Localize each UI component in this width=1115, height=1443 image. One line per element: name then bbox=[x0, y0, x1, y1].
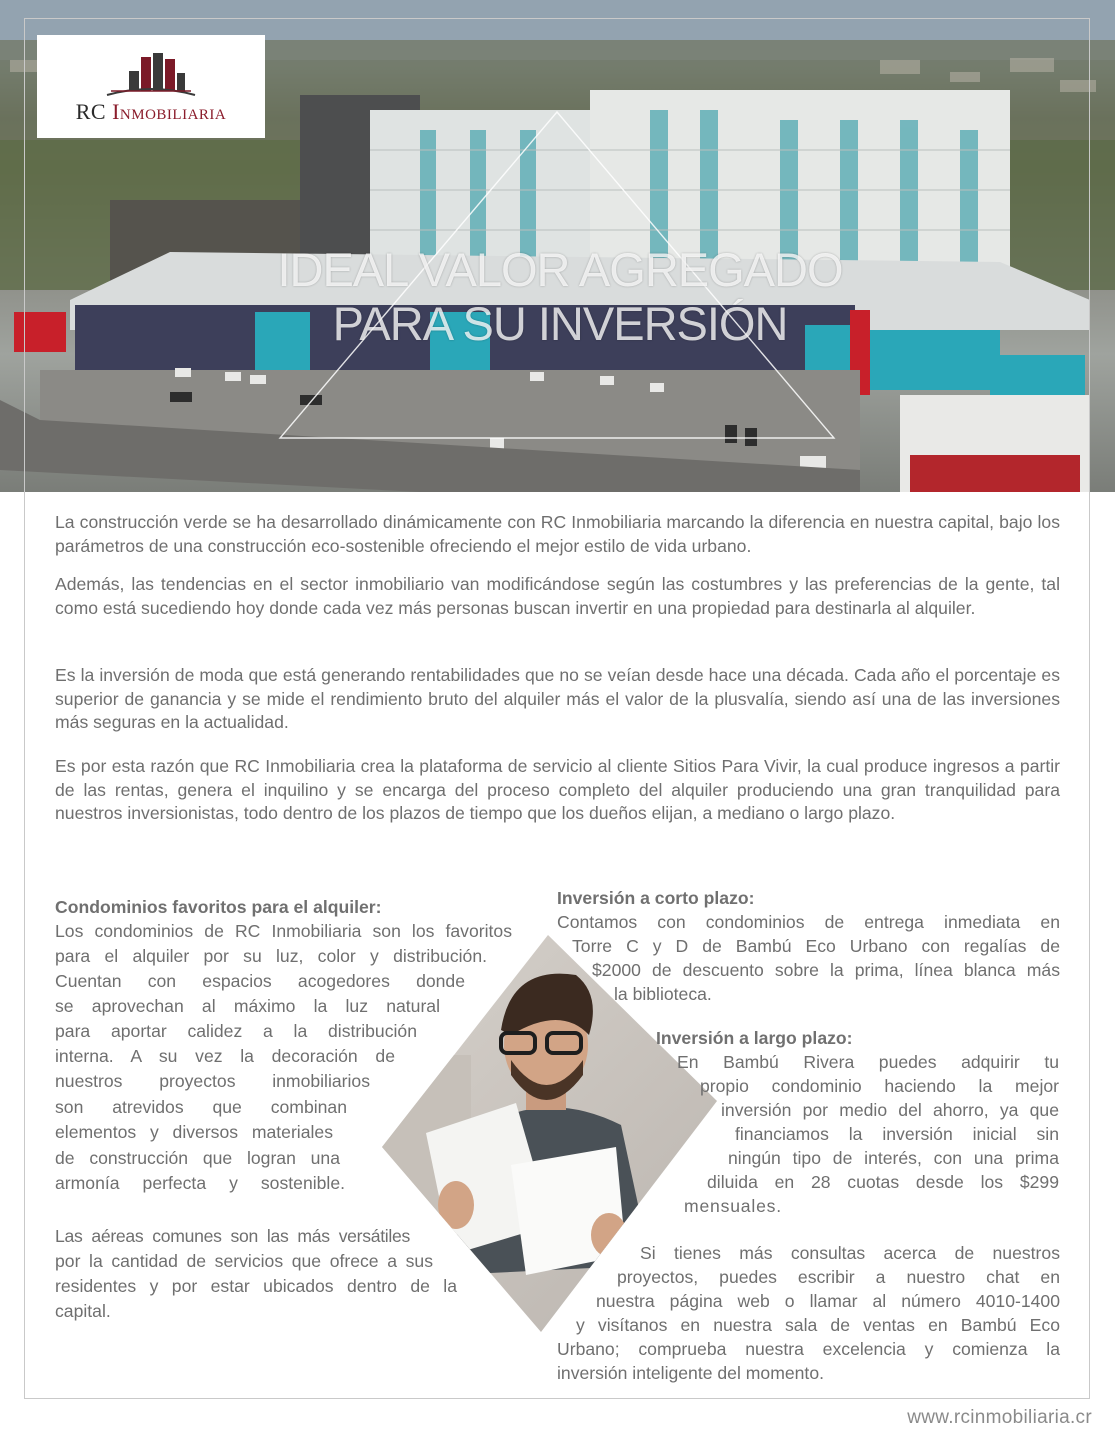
left-line-6: interna. A su vez la decoración de bbox=[55, 1046, 395, 1066]
short-line-4: la biblioteca. bbox=[614, 984, 712, 1004]
website-link[interactable]: www.rcinmobiliaria.cr bbox=[907, 1407, 1092, 1428]
favorites-heading: Condominios favoritos para el alquiler: bbox=[55, 897, 382, 917]
hero-title-line-1: IDEAL VALOR AGREGADO bbox=[277, 243, 843, 296]
short-term-heading: Inversión a corto plazo: bbox=[557, 888, 755, 908]
common-areas-line-4: capital. bbox=[55, 1301, 111, 1321]
left-line-2: para el alquiler por su luz, color y distribución. bbox=[55, 946, 487, 966]
intro-paragraph-1: La construcción verde se ha desarrollado dinámicamente con RC Inmobiliaria marcando la diferencia en nuestra capital, bajo los parámetros de una construcción eco-sostenible ofreciendo el mejor estilo de vida urbano. bbox=[55, 512, 1060, 556]
long-line-5: ningún tipo de interés, con una prima bbox=[728, 1148, 1059, 1168]
contact-line-1: Si tienes más consultas acerca de nuestros bbox=[640, 1243, 1060, 1263]
contact-line-6: inversión inteligente del momento. bbox=[557, 1363, 824, 1383]
left-line-11: armonía perfecta y sostenible. bbox=[55, 1173, 345, 1193]
long-line-2: propio condominio haciendo la mejor bbox=[700, 1076, 1059, 1096]
intro-paragraph-3: Es la inversión de moda que está generando rentabilidades que no se veían desde hace una década. Cada año el porcentaje es superior de ganancia y se mide el rendimiento bruto del alquiler más el valor de la plusvalía, siendo así una de las inversiones más seguras en la actualidad. bbox=[55, 665, 1060, 732]
intro-paragraph-2: Además, las tendencias en el sector inmobiliario van modificándose según las costumbres y las preferencias de la gente, tal como está sucediendo hoy donde cada vez más personas buscan invertir en una propiedad para destinarla al alquiler. bbox=[55, 574, 1060, 618]
short-line-1: Contamos con condominios de entrega inmediata en bbox=[557, 912, 1060, 932]
logo-rc: RC bbox=[75, 99, 107, 124]
common-areas-line-2: por la cantidad de servicios que ofrece a sus bbox=[55, 1251, 433, 1271]
left-line-7: nuestros proyectos inmobiliarios bbox=[55, 1071, 370, 1091]
long-line-1: En Bambú Rivera puedes adquirir tu bbox=[677, 1052, 1059, 1072]
long-line-3: inversión por medio del ahorro, ya que bbox=[721, 1100, 1059, 1120]
short-line-3: $2000 de descuento sobre la prima, línea blanca más bbox=[592, 960, 1060, 980]
left-line-5: para aportar calidez a la distribución bbox=[55, 1021, 417, 1041]
short-line-2: Torre C y D de Bambú Eco Urbano con regalías de bbox=[572, 936, 1060, 956]
long-line-4: financiamos la inversión inicial sin bbox=[735, 1124, 1059, 1144]
logo-inmobiliaria: Inmobiliaria bbox=[112, 99, 227, 124]
common-areas-line-1: Las aéreas comunes son las más versátiles bbox=[55, 1226, 410, 1246]
intro-paragraph-4: Es por esta razón que RC Inmobiliaria crea la plataforma de servicio al cliente Sitios Para Vivir, la cual produce ingresos a partir de las rentas, genera el inquilino y se encarga del proceso completo del alquiler produciendo una gran tranquilidad para nuestros inversionistas, todo dentro de los plazos de tiempo que los dueños elijan, a mediano o largo plazo. bbox=[55, 756, 1060, 823]
long-term-heading: Inversión a largo plazo: bbox=[656, 1028, 853, 1048]
long-line-6: diluida en 28 cuotas desde los $299 bbox=[707, 1172, 1059, 1192]
left-line-8: son atrevidos que combinan bbox=[55, 1097, 347, 1117]
left-line-10: de construcción que logran una bbox=[55, 1148, 340, 1168]
common-areas-line-3: residentes y por estar ubicados dentro de la bbox=[55, 1276, 457, 1296]
left-line-1: Los condominios de RC Inmobiliaria son los favoritos bbox=[55, 921, 512, 941]
long-line-7: mensuales. bbox=[684, 1196, 782, 1216]
contact-line-4: y visítanos en nuestra sala de ventas en Bambú Eco bbox=[576, 1315, 1060, 1335]
left-line-3: Cuentan con espacios acogedores donde bbox=[55, 971, 465, 991]
contact-line-2: proyectos, puedes escribir a nuestro chat en bbox=[617, 1267, 1060, 1287]
contact-line-3: nuestra página web o llamar al número 4010-1400 bbox=[596, 1291, 1060, 1311]
left-line-9: elementos y diversos materiales bbox=[55, 1122, 333, 1142]
hero-title-line-2: PARA SU INVERSIÓN bbox=[332, 297, 788, 350]
contact-line-5: Urbano; comprueba nuestra excelencia y comienza la bbox=[557, 1339, 1060, 1359]
left-line-4: se aprovechan al máximo la luz natural bbox=[55, 996, 440, 1016]
